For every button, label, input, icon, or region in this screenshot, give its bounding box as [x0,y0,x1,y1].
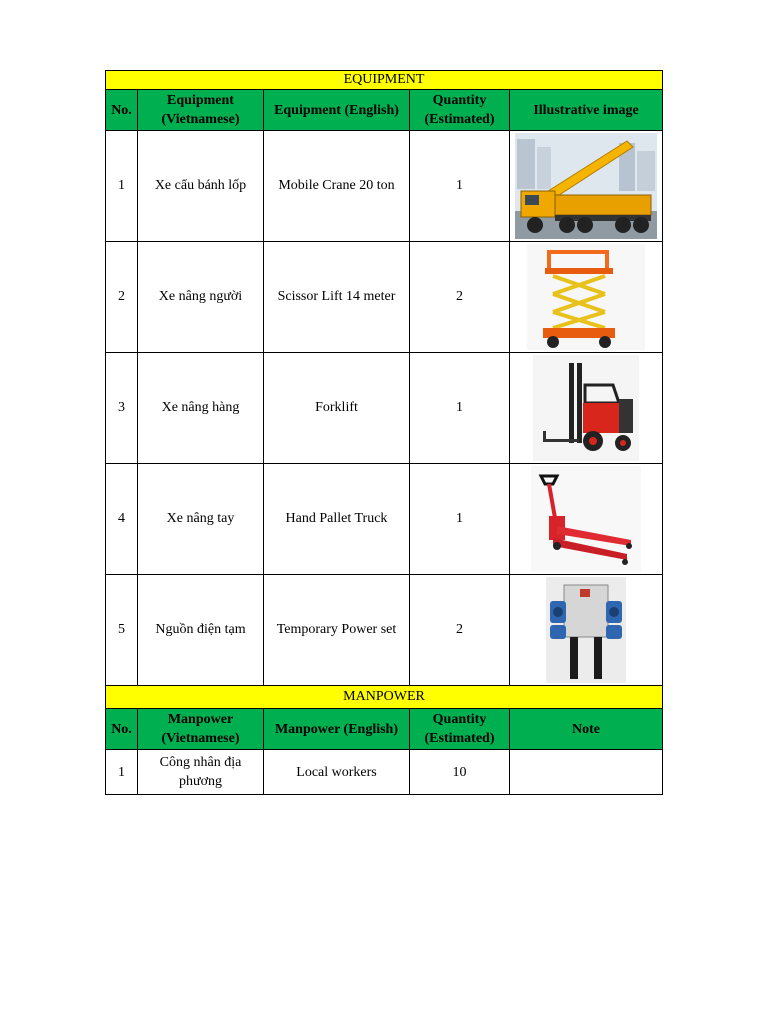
scissor-lift-icon [527,244,645,350]
header-manpower-english: Manpower (English) [264,709,410,750]
row-quantity: 1 [410,353,510,464]
table-row [106,575,663,686]
manpower-table [105,686,663,795]
row-no: 1 [106,750,138,795]
header-quantity: Quantity (Estimated) [410,90,510,131]
row-image-cell [510,242,663,353]
equipment-header-row [106,90,663,131]
manpower-banner-row [106,686,663,709]
row-name-english: Forklift [264,353,410,464]
header-quantity: Quantity (Estimated) [410,709,510,750]
row-name-vietnamese: Xe cẩu bánh lốp [138,131,264,242]
manpower-header-row [106,709,663,750]
row-quantity: 2 [410,242,510,353]
forklift-icon [533,355,639,461]
row-no: 2 [106,242,138,353]
table-row [106,242,663,353]
row-image-cell [510,353,663,464]
row-no: 3 [106,353,138,464]
equipment-manpower-sheet [105,70,662,795]
table-row [106,750,663,795]
row-name-english: Temporary Power set [264,575,410,686]
row-quantity: 1 [410,131,510,242]
header-equipment-english: Equipment (English) [264,90,410,131]
row-no: 1 [106,131,138,242]
row-no: 4 [106,464,138,575]
row-name-vietnamese: Xe nâng tay [138,464,264,575]
row-note [510,750,663,795]
manpower-banner: MANPOWER [106,686,663,709]
row-name-english: Scissor Lift 14 meter [264,242,410,353]
header-illustrative-image: Illustrative image [510,90,663,131]
equipment-banner: EQUIPMENT [106,71,663,90]
row-quantity: 10 [410,750,510,795]
row-name-vietnamese: Xe nâng hàng [138,353,264,464]
row-name-vietnamese: Công nhân địa phương [138,750,264,795]
hand-pallet-truck-icon [531,466,641,572]
row-name-english: Mobile Crane 20 ton [264,131,410,242]
header-note: Note [510,709,663,750]
row-quantity: 1 [410,464,510,575]
row-quantity: 2 [410,575,510,686]
row-no: 5 [106,575,138,686]
table-row [106,464,663,575]
header-no: No. [106,90,138,131]
header-no: No. [106,709,138,750]
row-image-cell [510,575,663,686]
row-name-english: Local workers [264,750,410,795]
row-name-english: Hand Pallet Truck [264,464,410,575]
row-image-cell [510,131,663,242]
header-manpower-vietnamese: Manpower (Vietnamese) [138,709,264,750]
table-row [106,131,663,242]
row-image-cell [510,464,663,575]
equipment-table [105,70,663,686]
mobile-crane-icon [515,133,657,239]
row-name-vietnamese: Nguồn điện tạm [138,575,264,686]
equipment-banner-row [106,71,663,90]
row-name-vietnamese: Xe nâng người [138,242,264,353]
header-equipment-vietnamese: Equipment (Vietnamese) [138,90,264,131]
power-panel-icon [546,577,626,683]
table-row [106,353,663,464]
